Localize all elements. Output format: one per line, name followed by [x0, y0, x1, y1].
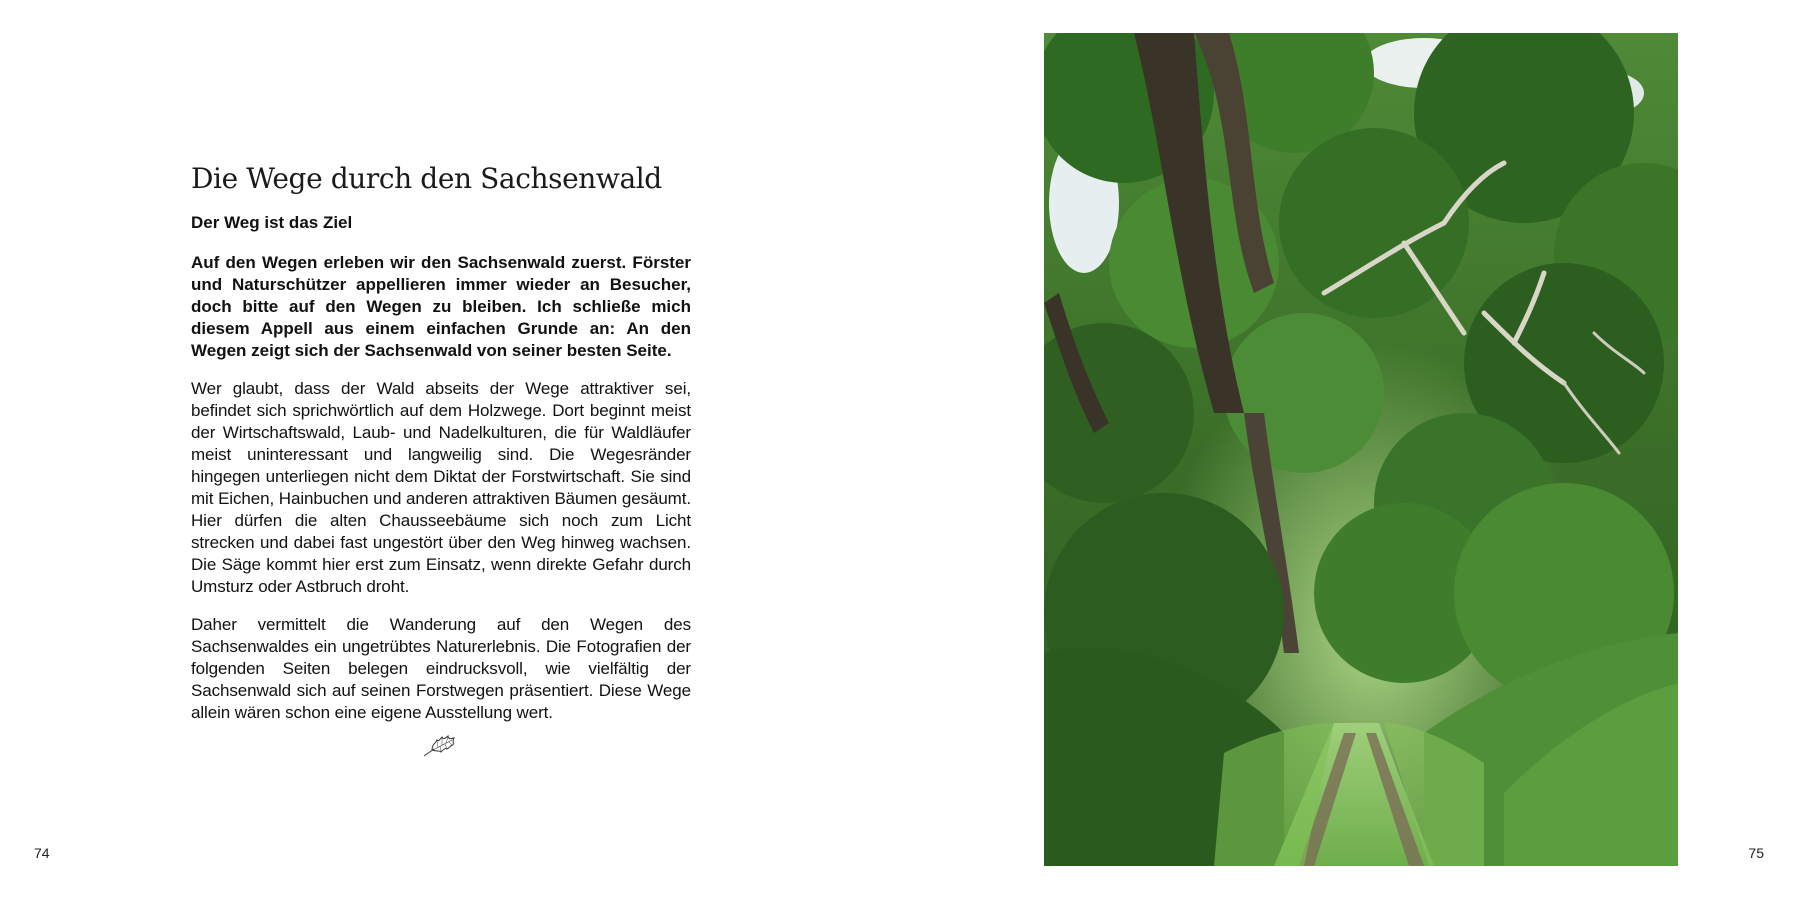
oak-leaf-icon	[420, 730, 460, 760]
chapter-subtitle: Der Weg ist das Ziel	[191, 213, 353, 232]
body-paragraph-2: Daher vermittelt die Wanderung auf den Wegen des Sachsenwaldes ein ungetrübtes Naturerlebnis. Die Fotografien der folgenden Seiten belegen eindrucksvoll, wie vielfältig der Sachsenwald sich auf seinen Forstwegen präsentiert. Diese Wege allein wären schon eine eigene Ausstellung wert.	[191, 615, 691, 722]
forest-path-photo	[1044, 33, 1678, 866]
body-paragraph-1: Wer glaubt, dass der Wald abseits der Wege attraktiver sei, befindet sich sprichwörtlich auf dem Holzwege. Dort beginnt meist der Wirtschaftswald, Laub- und Nadelkulturen, die für Waldläufer meist uninteressant und langweilig sind. Die Wegesränder hingegen unterliegen nicht dem Diktat der Forstwirtschaft. Sie sind mit Eichen, Hainbuchen und anderen attraktiven Bäumen gesäumt. Hier dürfen die alten Chausseebäume sich noch zum Licht strecken und dabei fast ungestört über den Weg hinweg wachsen. Die Säge kommt hier erst zum Einsatz, wenn direkte Gefahr durch Umsturz oder Astbruch droht.	[191, 379, 691, 596]
right-page	[900, 0, 1800, 900]
lead-paragraph: Auf den Wegen erleben wir den Sachsenwald zuerst. Förster und Naturschützer appellieren immer wieder an Besucher, doch bitte auf den Wegen zu bleiben. Ich schließe mich diesem Appell aus einem einfachen Grunde an: An den Wegen zeigt sich der Sachsenwald von seiner besten Seite.	[191, 253, 691, 360]
chapter-title: Die Wege durch den Sachsenwald	[191, 162, 662, 195]
page-number-right: 75	[1748, 845, 1764, 861]
page-number-left: 74	[34, 845, 50, 861]
text-column	[191, 160, 691, 740]
